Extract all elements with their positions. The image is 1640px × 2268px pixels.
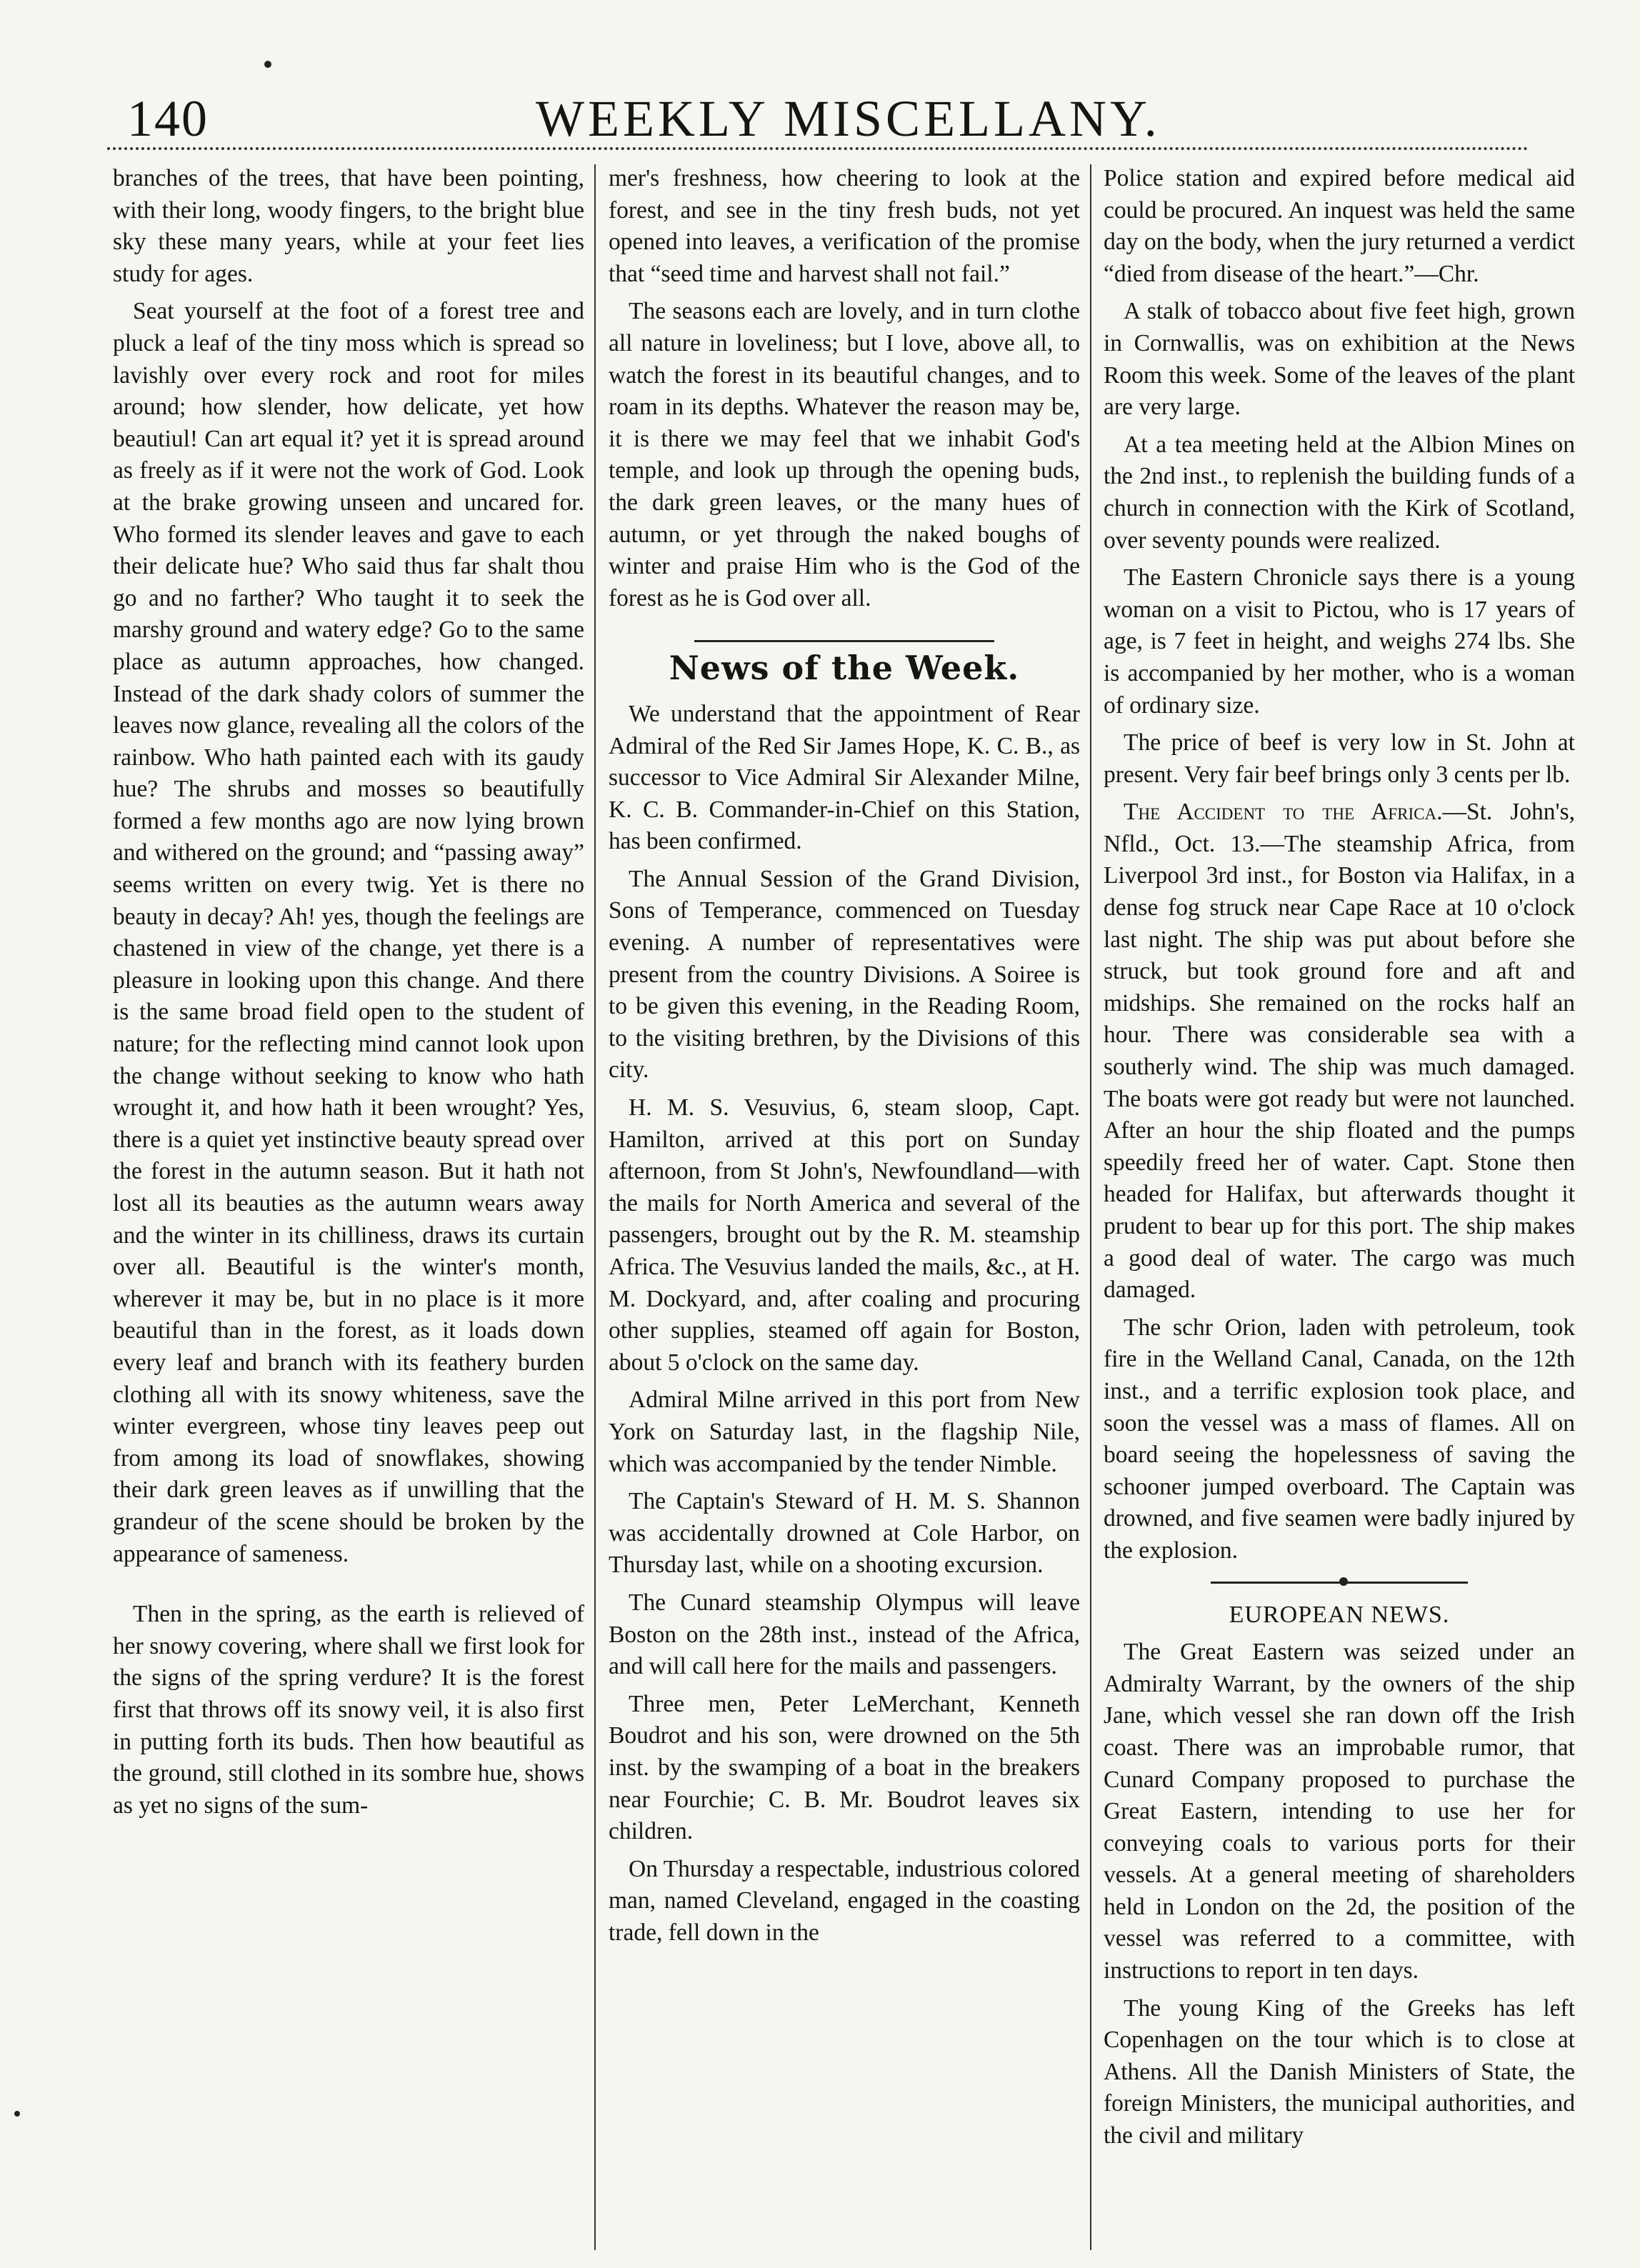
news-item: The Annual Session of the Grand Division, Sons of Temperance, commenced on Tuesday evening. A number of representatives were present from the country Divisions. A Soiree is to be given this evening, in the Reading Room, to the visiting brethren, by the Divisions of this city.	[609, 865, 1080, 1084]
paragraph: branches of the trees, that have been pointing, with their long, woody fingers, to the bright blue sky these many years, while at your feet lies study for ages.	[113, 165, 584, 287]
page-number: 140	[127, 90, 209, 147]
header-rule	[107, 147, 1529, 150]
european-news-title: EUROPEAN NEWS.	[1229, 1601, 1450, 1628]
news-item: The price of beef is very low in St. John at present. Very fair beef brings only 3 cents per lb.	[1104, 729, 1575, 788]
column-3	[1104, 163, 1575, 2158]
column-1	[113, 163, 584, 1827]
column-divider	[1090, 164, 1091, 2250]
news-item: The Captain's Steward of H. M. S. Shannon was accidentally drowned at Cole Harbor, on Thursday last, while on a shooting excursion.	[609, 1488, 1080, 1579]
news-item: Police station and expired before medical aid could be procured. An inquest was held the same day on the body, when the jury returned a verdict “died from disease of the heart.”—Chr.	[1104, 165, 1575, 287]
column-2	[609, 163, 1080, 1954]
ink-speck	[264, 61, 271, 68]
news-item-africa	[1104, 796, 1575, 1307]
paragraph: The seasons each are lovely, and in turn clothe all nature in loveliness; but I love, above all, to watch the forest in its beautiful changes, and to roam in its depths. Whatever the reason may be, it is there we may feel that we inhabit God's temple, and look up through the opening buds, the dark green leaves, or the many hues of autumn, or yet through the naked boughs of winter and praise Him who is the God of the forest as he is God over all.	[609, 298, 1080, 611]
article-heading: The Accident to the Africa.	[1124, 799, 1443, 826]
section-rule	[694, 640, 994, 642]
news-item: The Eastern Chronicle says there is a young woman on a visit to Pictou, who is 17 years of age, is 7 feet in height, and weighs 274 lbs. She is accompanied by her mother, who is a woman of ordinary size.	[1104, 564, 1575, 719]
news-item: The Cunard steamship Olympus will leave Boston on the 28th inst., instead of the Africa, and will call here for the mails and passengers.	[609, 1589, 1080, 1680]
paragraph: mer's freshness, how cheering to look at the forest, and see in the tiny fresh buds, not yet opened into leaves, a verification of the promise that “seed time and harvest shall not fail.”	[609, 165, 1080, 287]
news-item: The Great Eastern was seized under an Admiralty Warrant, by the owners of the ship Jane, which vessel she ran down off the Irish coast. There was an improbable rumor, that Cunard Company proposed to purchase the Great Eastern, intending to use her for conveying coals to various ports for their vessels. At a general meeting of shareholders held in London on the 2d, the position of the vessel was referred to a committee, with instructions to report in ten days.	[1104, 1639, 1575, 1984]
news-item: A stalk of tobacco about five feet high, grown in Cornwallis, was on exhibition at the News Room this week. Some of the leaves of the plant are very large.	[1104, 298, 1575, 421]
paragraph: Then in the spring, as the earth is relieved of her snowy covering, where shall we first look for the signs of the spring verdure? It is the forest first that throws off its snowy veil, it is also first in putting forth its buds. Then how beautiful as the ground, still clothed in its sombre hue, shows as yet no signs of the sum-	[113, 1601, 584, 1819]
news-item: The schr Orion, laden with petroleum, took fire in the Welland Canal, Canada, on the 12th inst., and a terrific explosion took place, and soon the vessel was a mass of flames. All on board seeing the hopelessness of saving the schooner jumped overboard. The Captain was drowned, and five seamen were badly injured by the explosion.	[1104, 1314, 1575, 1564]
paragraph: Seat yourself at the foot of a forest tree and pluck a leaf of the tiny moss which is spread so lavishly over every rock and root for miles around; how slender, how delicate, yet how beautiul! Can art equal it? yet it is spread around as freely as if it were not the work of God. Look at the brake growing unseen and uncared for. Who formed its slender leaves and gave to each their delicate hue? Who said thus far shalt thou go and no farther? Who taught it to seek the marshy ground and watery edge? Go to the same place as autumn approaches, how changed. Instead of the dark shady colors of summer the leaves now glance, revealing all the colors of the rainbow. Who hath painted each with its gaudy hue? The shrubs and mosses so beautifully formed a few months ago are now lying brown and withered on the ground; and “passing away” seems written on every twig. Yet is there no beauty in decay? Ah! yes, though the feelings are chastened in view of the change, yet there is a pleasure in looking upon this change. And there is the same broad field open to the student of nature; for the reflecting mind cannot look upon the change without seeking to know who hath wrought it, and how hath it been wrought? Yes, there is a quiet yet instinctive beauty spread over the forest in the autumn season. But it hath not lost all its beauties as the autumn wears away and the winter in its chilliness, draws its curtain over all. Beautiful is the winter's month, wherever it may be, but in no place is it more beautiful than in the forest, as it loads down every leaf and branch with its feathery burden clothing all with its snowy whiteness, save the winter evergreen, whose tiny leaves peep out from among its load of snowflakes, showing their dark green leaves as if unwilling that the grandeur of the scene should be broken by the appearance of sameness.	[113, 298, 584, 1567]
news-item: On Thursday a respectable, industrious colored man, named Cleveland, engaged in the coasting trade, fell down in the	[609, 1855, 1080, 1946]
article-text: —St. John's, Nfld., Oct. 13.—The steamship Africa, from Liverpool 3rd inst., for Boston via Halifax, in a dense fog struck near Cape Race at 10 o'clock last night. The ship was put about before she struck, but took ground fore and aft and midships. She remained on the rocks half an hour. There was considerable sea with a southerly wind. The ship was much damaged. The boats were got ready but were not launched. After an hour the ship floated and the pumps speedily freed her of water. Capt. Stone then headed for Halifax, but afterwards thought it prudent to bear up for this port. The ship makes a good deal of water. The cargo was much damaged.	[1104, 799, 1575, 1304]
ink-speck	[14, 2111, 20, 2117]
column-divider	[594, 164, 596, 2250]
news-item: At a tea meeting held at the Albion Mines on the 2nd inst., to replenish the building funds of a church in connection with the Kirk of Scotland, over seventy pounds were realized.	[1104, 431, 1575, 554]
masthead-title: WEEKLY MISCELLANY.	[536, 90, 1161, 147]
news-item: We understand that the appointment of Rear Admiral of the Red Sir James Hope, K. C. B., as successor to Vice Admiral Sir Alexander Milne, K. C. B. Commander-in-Chief on this Station, has been confirmed.	[609, 700, 1080, 855]
news-section-title: News of the Week.	[669, 649, 1020, 688]
news-item: H. M. S. Vesuvius, 6, steam sloop, Capt. Hamilton, arrived at this port on Sunday afternoon, from St John's, Newfoundland—with the mails for North America and several of the passengers, brought out by the R. M. steamship Africa. The Vesuvius landed the mails, &c., at H. M. Dockyard, and, after coaling and procuring other supplies, steamed off again for Boston, about 5 o'clock on the same day.	[609, 1094, 1080, 1376]
news-item: Admiral Milne arrived in this port from New York on Saturday last, in the flagship Nile, which was accompanied by the tender Nimble.	[609, 1387, 1080, 1477]
news-item: Three men, Peter LeMerchant, Kenneth Boudrot and his son, were drowned on the 5th inst. by the swamping of a boat in the breakers near Fourchie; C. B. Mr. Boudrot leaves six children.	[609, 1690, 1080, 1845]
page-header	[107, 86, 1529, 150]
section-divider	[1211, 1582, 1468, 1584]
news-item: The young King of the Greeks has left Copenhagen on the tour which is to close at Athens. All the Danish Ministers of State, the foreign Ministers, the municipal authorities, and the civil and military	[1104, 1994, 1575, 2149]
